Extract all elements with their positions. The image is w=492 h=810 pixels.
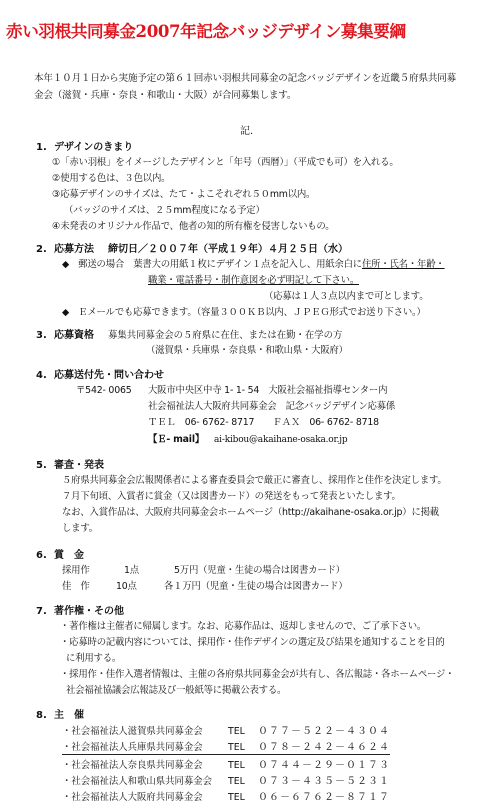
section-title: 主 催 xyxy=(54,710,84,721)
s7-line: ・採用作・佳作入選者情報は、主催の各府県共同募金会が共有し、各広報誌・各ホームページ・ xyxy=(60,669,455,680)
section-number: 6. xyxy=(36,550,47,561)
section-1-heading xyxy=(36,138,133,153)
s5-line: ７月下旬頃、入賞者に賞金（又は図書カード）の発送をもって発表といたします。 xyxy=(62,491,401,502)
tel-fax: ＴＥＬ 06- 6762- 8717 ＦＡＸ 06- 6762- 8718 xyxy=(148,417,379,428)
s1-line: （バッジのサイズは、２５mm程度になる予定） xyxy=(64,205,265,216)
section-title: 応募送付先・問い合わせ xyxy=(54,370,164,381)
s2-bullet-email: ◆ Ｅメールでも応募できます。（容量３００ＫＢ以内、ＪＰＥＧ形式でお送り下さい。） xyxy=(62,307,426,318)
section-8-heading xyxy=(36,706,84,721)
s7-line: に利用する。 xyxy=(66,653,122,664)
section-number: 2. xyxy=(36,244,47,255)
organizer-row xyxy=(62,722,390,737)
s7-line: 社会福祉協議会広報誌及び一般紙等に掲載公表する。 xyxy=(66,685,287,696)
email-line xyxy=(148,431,347,445)
organizer-tel: ０６－６７６２－８７１７ xyxy=(258,792,390,803)
page-title: 赤い羽根共同募金2007年記念バッジデザイン募集要綱 xyxy=(6,21,406,41)
s1-line: ②使用する色は、３色以内。 xyxy=(52,173,171,184)
organizer-row xyxy=(62,738,390,755)
tel-label: TEL xyxy=(228,726,245,737)
section-title: 応募資格 xyxy=(54,330,94,341)
section-title: 賞 金 xyxy=(54,550,84,561)
organizer-name: ・社会福祉法人滋賀県共同募金会 xyxy=(62,726,203,737)
section-number: 5. xyxy=(36,460,47,471)
s3-text: 募集共同募金会の５府県に在住、または在勤・在学の方 xyxy=(108,330,343,341)
section-title: 応募方法 xyxy=(54,244,94,255)
section-title: デザインのきまり xyxy=(54,142,134,153)
s7-line: ・著作権は主催者に帰属します。なお、応募作品は、返却しませんので、ご了承下さい。 xyxy=(60,621,427,632)
s1-line: ①「赤い羽根」をイメージしたデザインと「年号（西暦）」（平成でも可）を入れる。 xyxy=(52,157,399,168)
prize-amount: 5万円（児童・生徒の場合は図書カード） xyxy=(174,565,345,576)
prize-count: 1点 xyxy=(124,565,139,576)
organizer-row xyxy=(62,788,390,803)
s2-note: （応募は１人３点以内まで可とします。 xyxy=(264,291,429,302)
organizer-tel: ０７８－２４２－４６２４ xyxy=(258,742,390,753)
section-number: 7. xyxy=(36,606,47,617)
tel-label: TEL xyxy=(228,792,245,803)
s5-line: なお、入賞作品は、大阪府共同募金会ホームページ（http://akaihane-osaka.or.jp）に掲載 xyxy=(62,507,439,518)
deadline: 締切日／２００７年（平成１９年）４月２５日（水） xyxy=(108,244,348,255)
s2-text: ◆ 郵送の場合 葉書大の用紙１枚にデザイン１点を記入し、用紙余白に xyxy=(62,259,362,270)
organizer-name: ・社会福祉法人和歌山県共同募金会 xyxy=(62,776,213,787)
organizer-tel: ０７４４－２９－０１７３ xyxy=(258,760,390,771)
organizer-name: ・社会福祉法人兵庫県共同募金会 xyxy=(62,742,203,753)
s7-line: ・応募時の記載内容については、採用作・佳作デザインの選定及び結果を通知することを目的 xyxy=(60,637,445,648)
s3-prefectures: （滋賀県・兵庫県・奈良県・和歌山県・大阪府） xyxy=(146,345,348,356)
section-2-heading xyxy=(36,240,348,255)
prize-row-honorable xyxy=(62,578,348,592)
email-label: 【Ｅ- mail】 xyxy=(148,434,205,445)
tel-label: TEL xyxy=(228,742,245,753)
organizer-name: ・社会福祉法人奈良県共同募金会 xyxy=(62,760,203,771)
organizer-row xyxy=(62,772,390,787)
prize-amount: 各１万円（児童・生徒の場合は図書カード） xyxy=(164,581,348,592)
ki-heading: 記． xyxy=(240,126,260,137)
s5-line: ５府県共同募金会広報関係者による審査委員会で厳正に審査し、採用作と佳作を決定します。 xyxy=(62,475,447,486)
s2-underlined-text: 職業・電話番号・制作意図を必ず明記して下さい。 xyxy=(148,275,360,286)
section-7-heading xyxy=(36,602,124,617)
organizer-row xyxy=(62,756,390,771)
section-title: 審査・発表 xyxy=(54,460,104,471)
section-number: 4. xyxy=(36,370,47,381)
tel-label: TEL xyxy=(228,760,245,771)
prize-label: 採用作 xyxy=(62,565,90,576)
section-4-heading xyxy=(36,366,164,381)
intro-paragraph: 本年１０月１日から実施予定の第６１回赤い羽根共同募金の記念バッジデザインを近畿５府県共同募金会（滋賀・兵庫・奈良・和歌山・大阪）が合同募集します。 xyxy=(34,73,457,101)
email-address: ai-kibou@akaihane-osaka.or.jp xyxy=(214,435,348,445)
address-line: 大阪市中央区中寺 1- 1- 54 大阪社会福祉指導センター内 xyxy=(148,385,388,396)
section-number: 1. xyxy=(36,142,47,153)
section-number: 3. xyxy=(36,330,47,341)
section-title: 著作権・その他 xyxy=(54,606,124,617)
s2-underlined-text: 住所・氏名・年齢・ xyxy=(361,259,445,270)
address-line: 社会福祉法人大阪府共同募金会 記念バッジデザイン応募係 xyxy=(148,401,396,412)
organizer-tel: ０７３－４３５－５２３１ xyxy=(258,776,390,787)
section-number: 8. xyxy=(36,710,47,721)
tel-label: TEL xyxy=(228,776,245,787)
organizer-tel: ０７７－５２２－４３０４ xyxy=(258,726,390,737)
section-5-heading xyxy=(36,456,104,471)
s5-line: します。 xyxy=(62,523,98,534)
prize-label: 佳 作 xyxy=(62,581,90,592)
s2-bullet-mail xyxy=(62,256,445,270)
postal-code: 〒542- 0065 xyxy=(76,385,132,396)
s1-line: ④未発表のオリジナル作品で、他者の知的所有権を侵害しないもの。 xyxy=(52,221,335,232)
section-3-heading xyxy=(36,326,342,341)
organizer-name: ・社会福祉法人大阪府共同募金会 xyxy=(62,792,203,803)
s1-line: ③応募デザインのサイズは、たて・よこそれぞれ５０mm以内。 xyxy=(52,189,316,200)
section-6-heading xyxy=(36,546,84,561)
prize-row-adopted xyxy=(62,562,345,576)
prize-count: 10点 xyxy=(116,581,137,592)
